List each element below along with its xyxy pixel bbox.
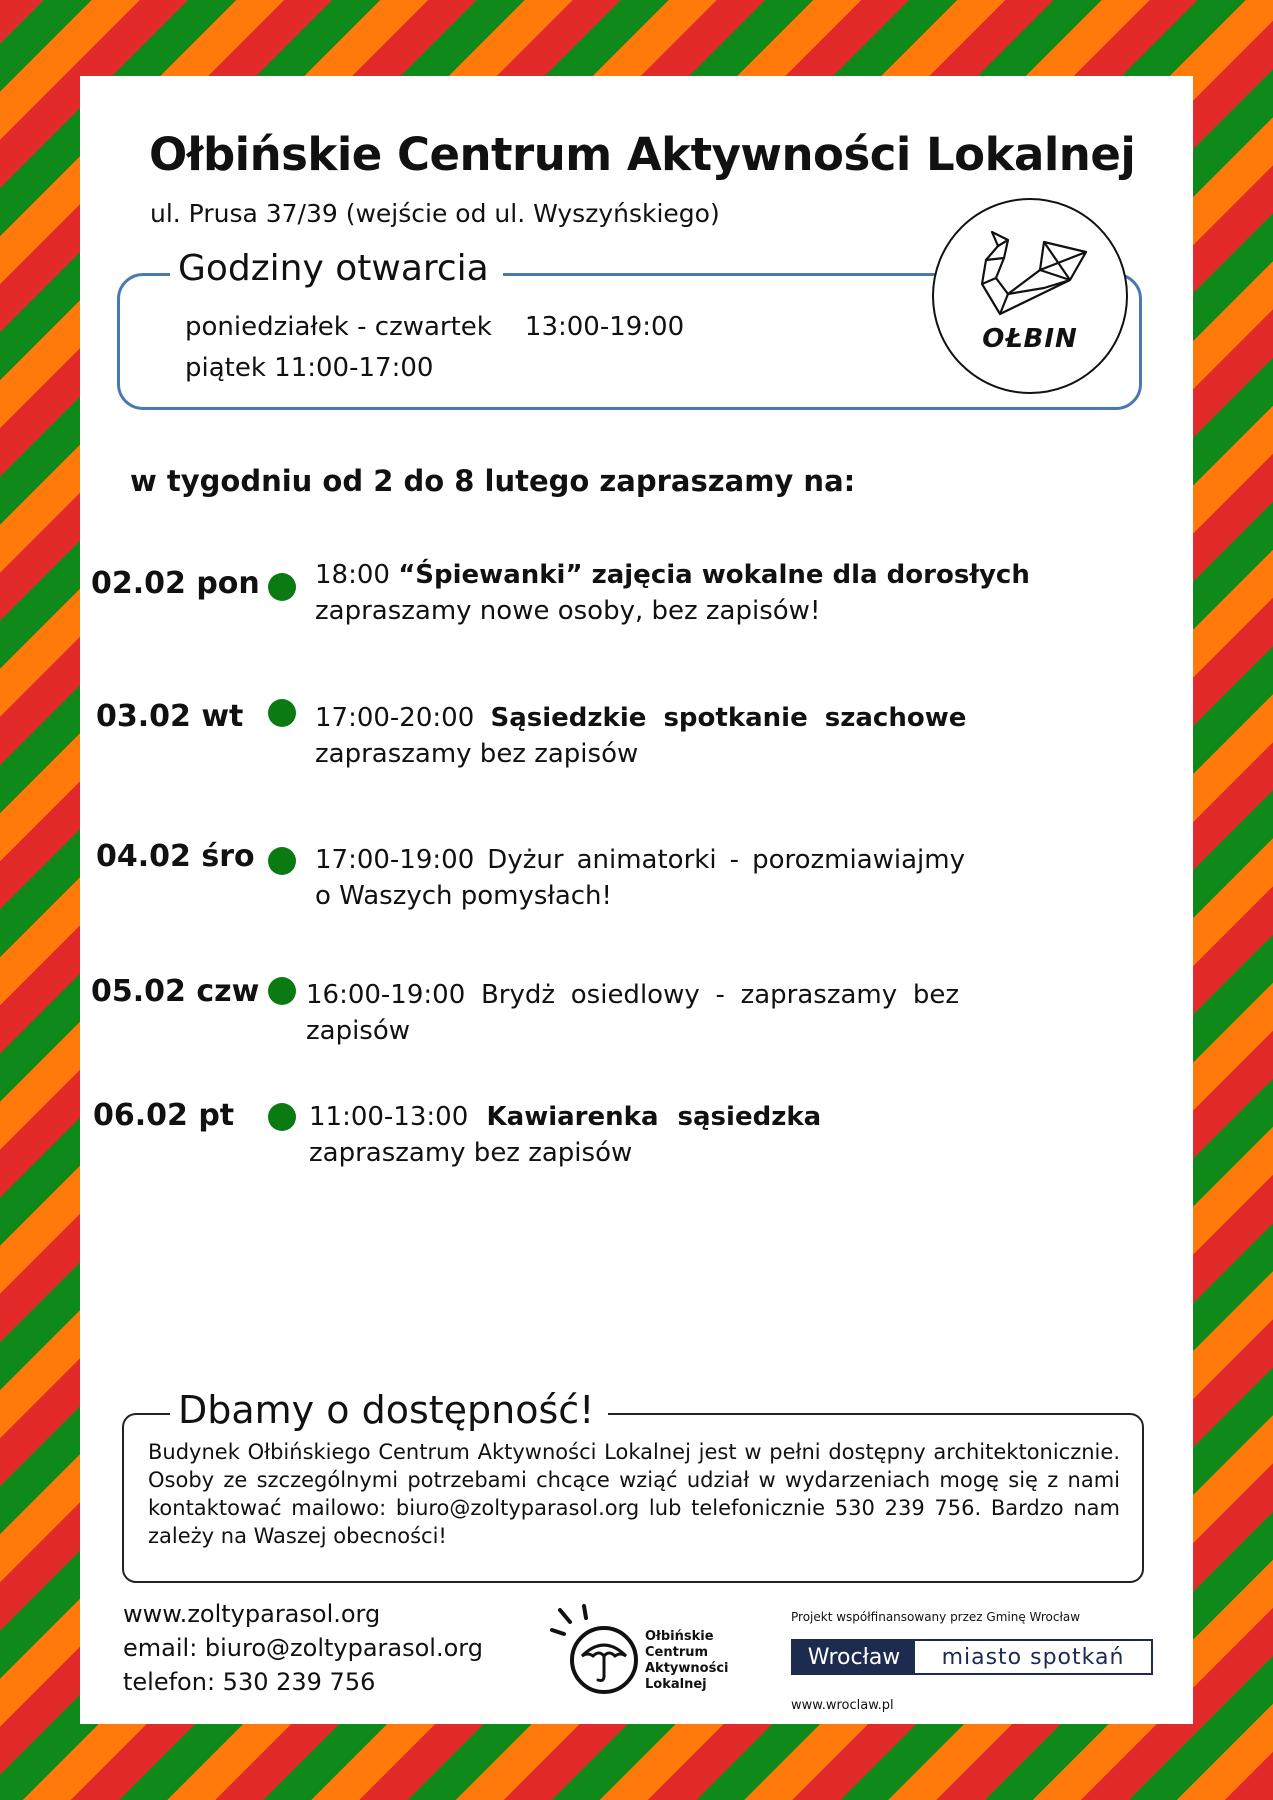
event-dot	[268, 1103, 296, 1131]
origami-swan-icon	[974, 230, 1090, 316]
event-headline	[309, 1102, 821, 1132]
event-note: zapraszamy nowe osoby, bez zapisów!	[315, 596, 821, 626]
event-description: 17:00-19:00 Dyżur animatorki - porozmiawiajmy o Waszych pomysłach!	[315, 845, 965, 911]
org-logo-line: Ołbińskie	[645, 1629, 714, 1644]
event-title: Sąsiedzkie spotkanie szachowe	[490, 703, 967, 733]
event-time: 11:00-13:00	[309, 1102, 469, 1132]
org-logo-line: Centrum	[645, 1645, 709, 1660]
contact-email[interactable]: email: biuro@zoltyparasol.org	[123, 1634, 483, 1662]
wroclaw-logo	[791, 1639, 1153, 1675]
event-time: 17:00-20:00	[315, 703, 475, 733]
wroclaw-logo-left: Wrocław	[793, 1641, 915, 1673]
opening-hours-weekdays: poniedziałek - czwartek 13:00-19:00	[185, 312, 685, 342]
org-logo-line: Aktywności	[645, 1661, 729, 1676]
event-dot	[268, 977, 296, 1005]
event-dot	[268, 847, 296, 875]
opening-hours-title: Godziny otwarcia	[170, 248, 503, 289]
event-note: zapraszamy bez zapisów	[315, 739, 639, 769]
event-dot	[268, 699, 296, 727]
event-description: 16:00-19:00 Brydż osiedlowy - zapraszamy bez zapisów	[306, 980, 959, 1046]
olbin-logo-text: OŁBIN	[982, 324, 1078, 354]
event-date: 03.02 wt	[96, 699, 244, 734]
olbin-logo	[932, 198, 1128, 394]
event-time: 18:00	[315, 560, 390, 590]
poster-sheet	[80, 76, 1193, 1724]
event-title: Kawiarenka sąsiedzka	[486, 1102, 822, 1132]
event-headline	[315, 703, 966, 733]
wroclaw-url[interactable]: www.wroclaw.pl	[791, 1698, 894, 1713]
accessibility-title: Dbamy o dostępność!	[170, 1388, 608, 1432]
opening-hours-friday: piątek 11:00-17:00	[185, 353, 434, 383]
umbrella-icon	[550, 1604, 640, 1694]
event-date: 04.02 śro	[96, 839, 255, 874]
address: ul. Prusa 37/39 (wejście od ul. Wyszyńskiego)	[150, 199, 720, 228]
week-heading: w tygodniu od 2 do 8 lutego zapraszamy na:	[130, 464, 856, 498]
org-logo-line: Lokalnej	[645, 1677, 707, 1692]
page-title: Ołbińskie Centrum Aktywności Lokalnej	[149, 128, 1136, 181]
event-dot	[268, 573, 296, 601]
wroclaw-logo-right: miasto spotkań	[941, 1644, 1125, 1670]
event-date: 02.02 pon	[91, 566, 260, 601]
event-date: 06.02 pt	[93, 1098, 235, 1133]
contact-phone: telefon: 530 239 756	[123, 1668, 376, 1696]
accessibility-text: Budynek Ołbińskiego Centrum Aktywności Lokalnej jest w pełni dostępny architektonicznie. Osoby ze szczególnymi potrzebami chcące wziąć udział w wydarzeniach mogę się z nami kontaktować mailowo: biuro@zoltyparasol.org lub telefonicznie 530 239 756. Bardzo nam zależy na Waszej obecności!	[148, 1440, 1120, 1548]
cofinanced-note: Projekt współfinansowany przez Gminę Wrocław	[791, 1610, 1081, 1624]
event-title: “Śpiewanki” zajęcia wokalne dla dorosłych	[398, 560, 1030, 590]
event-headline	[315, 560, 1030, 590]
event-date: 05.02 czw	[91, 974, 260, 1009]
contact-website[interactable]: www.zoltyparasol.org	[123, 1600, 381, 1628]
event-note: zapraszamy bez zapisów	[309, 1138, 633, 1168]
org-logo-text	[645, 1629, 729, 1693]
